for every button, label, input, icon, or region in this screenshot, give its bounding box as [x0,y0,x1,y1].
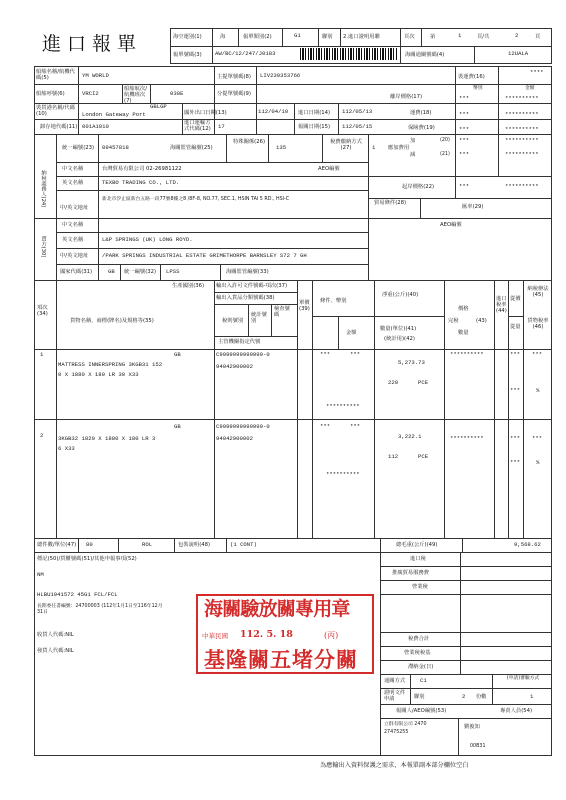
broker-label: 專責人員(54) [500,708,533,714]
net-weight-header: 淨重(公斤)(40) [382,292,419,298]
item-unit: PCE [418,379,429,386]
vessel-name: YM WORLD [82,72,109,79]
importer-id-label: 統一編號(23) [62,145,95,151]
importer-cn-name: 台灣貿易有限公司 02-26981122 [102,166,182,172]
freight-label: 運費(18) [410,110,432,116]
report-date-label: 報關日期(15) [298,124,331,130]
ins-cur: *** [459,126,470,133]
broker-person: 劉俊知 [464,724,480,730]
qty-header: 數量(單位)(41) [380,326,417,332]
item-qty: 220 [388,379,399,386]
item-amount: ********** [326,403,360,410]
item-no: 1 [40,351,44,358]
stamp-suffix: (丙) [324,631,339,640]
pay-header: 納稅辦法(45) [527,286,549,299]
broker-code: 00B31 [470,744,486,749]
add-21-cur: *** [459,151,470,158]
import-tax-label: 進口稅 [410,556,426,562]
item-rate3: *** [510,459,521,466]
item-pct: % [536,387,540,394]
add-21: (21) [440,152,450,157]
permit-header: 輸出入許可文件號碼-項次(37) [216,283,288,289]
price-amt: ********** [505,95,539,102]
supervise-header: 主管機關指定代號 [218,339,261,345]
item-rate3: *** [510,387,521,394]
biz-base-label: 營業稅稅基 [404,650,431,656]
seller-en-label: 英文名稱 [62,237,84,243]
broker-name: 立群有限公司 2470 [384,722,427,727]
copy-value: 2 [462,693,466,700]
add-21-amt: ********** [505,151,539,158]
item-price-amt: *** [350,423,361,430]
seller-aeo-label: AEO編號 [440,222,462,228]
code-label: 海關通關號碼(4) [405,52,445,58]
item-tariff: C9999999999999-0 [216,423,270,430]
qty2-header: 數量 [458,330,469,336]
export-date-label: 國外出口日期(13) [184,110,227,116]
bl-value: LIV230353766 [260,72,301,79]
notice-label: 通關方式 [384,678,406,684]
copies-label: 份數 [476,694,487,700]
cif-amt: ********** [505,183,539,190]
port-code: GBLGP [150,103,167,110]
pkg-label: 總件數/單位(47) [37,542,77,548]
freight-amt: ********** [505,111,539,118]
page-sep: 頁/共 [477,34,490,40]
category-label: 特殊關係(26) [232,139,266,145]
add-label-main: 應加費用 [388,145,410,151]
tariff-header: 稅則號別 [222,318,244,324]
stamp-bottom: 基隆關五堵分關 [204,647,358,672]
seller-cn-label: 中文名稱 [62,222,84,228]
mode-value: 17 [218,123,225,130]
price-label: 離岸價格(17) [390,94,423,100]
importer-en-label: 英文名稱 [62,180,84,186]
pkg-unit: ROL [142,541,153,548]
stamp-date: 112. 5. 18 [240,629,293,640]
item-rate2: *** [532,435,543,442]
item-price-cur: *** [320,423,331,430]
customs-value: 海 [220,34,226,40]
export-date: 112/04/10 [258,108,289,115]
customs-stamp [196,594,374,674]
item-unit: PCE [418,453,429,460]
page-no: 1 [458,32,462,39]
decl-no: AW/BC/12/247/J0183 [215,50,276,57]
seller-en-name: L&P SPRINGS (UK) LONG ROYD. [102,236,193,243]
importer-customs-label: 海關監管編號(25) [170,145,213,151]
vessel-name-label: 船舶名稱/航機代碼(5) [36,69,75,82]
stowage-label: 裝運費(16) [458,74,485,80]
import-duty-header: 進口稅率(44) [496,296,507,315]
trade-fee-label: 推廣貿易服務費 [392,570,430,576]
ins-label: 保險費(19) [408,125,435,131]
page-unit: 頁 [535,34,541,40]
seller-id: LPSS [166,268,180,275]
mode-label: 進口運輸方式代碼(12) [184,120,211,133]
goods-header: 貨物名稱、商標(牌名)及規格等(35) [70,318,154,324]
tax-rate-header2: 從量 [510,324,521,330]
importer-addr: 新北市汐止區新台五路一段77號8樓之8 /8F-8, NO.77, SEC.1, HSIN TAI 5 RD., HSI-C [102,197,290,202]
item-stat: 94042900002 [216,363,253,370]
seller-addr-label: 中/英文地址 [60,253,89,259]
app-label: (申請)審驗方式 [506,676,540,681]
stat-qty-header: (統計用)(42) [384,336,415,342]
ins-amt: ********** [505,126,539,133]
decl-no-label: 報單號碼(3) [173,52,202,58]
aeo-label: 報關人/AEO編號(53) [396,708,447,714]
price-cur: *** [459,95,470,102]
terms-header: 條件、幣別 [320,298,347,304]
mark-2: HLBU1941572 45G1 FCL/FCL [37,591,118,598]
seller-country-label: 國家代碼(31) [60,269,93,275]
item-qty: 112 [388,453,399,460]
importer-en-name: TEXBO TRADING CO., LTD. [102,179,180,186]
agent-2: 發貨人代碼:NIL [37,648,74,654]
broker-no: 27475255 [384,730,409,735]
stat-header: 統計號別 [251,312,267,325]
joint-label: 聯別 [322,34,333,40]
mark-label: 標記(50)/貨櫃號碼(51)/其他申報事項(52) [37,556,137,562]
trade-label: 貿易條件(28) [374,200,407,206]
item-no: 2 [40,432,44,439]
seller-addr: /PARK SPRINGS INDUSTRIAL ESTATE GRIMETHORPE BARNSLEY S72 7 GH [102,252,307,259]
seller-customs-label: 海關監管編號(33) [226,269,269,275]
page-title: 進口報單 [42,33,143,55]
import-date-label: 進口日期(14) [298,110,331,116]
import-date: 112/05/13 [342,108,373,115]
joint-value: 2.進口證明用聯 [343,34,380,40]
classify-header: 輸出入貨品分類號碼(38) [216,295,275,301]
agent-1: 收貨人代碼:NIL [37,632,74,638]
customs-label: 海空運別(1) [173,34,202,40]
num-header: (43) [476,318,487,324]
amount-col-header: 金額 [346,330,357,336]
add-20-amt: ********** [505,137,539,144]
gross-value: 9,568.62 [514,541,541,548]
stamp-top: 海關驗放關專用章 [204,598,350,620]
importer-addr-label: 中/英文地址 [60,205,89,211]
late-label: 滯納金(日) [408,664,434,670]
item-net: 3,222.1 [398,433,422,440]
item-desc: 3KGB32 1820 X 1880 X 180 LR 3 [58,435,156,442]
stamp-date-prefix: 中華民國 [202,632,228,640]
decl-type-value: G1 [294,32,301,39]
copy-label: 聯別 [414,694,425,700]
doc-label: 證明文件申請 [384,690,406,703]
freight-cur: *** [459,111,470,118]
item-price-amt: *** [350,351,361,358]
ex-label: 匯率(29) [462,204,484,210]
code-value: 12UALA [508,50,529,57]
item-tariff: C9999999999999-0 [216,351,270,358]
sub-bl-label: 分提單號碼(9) [217,91,251,97]
decl-type-label: 報單類別(2) [243,34,272,40]
item-header: 項次(34) [37,305,48,318]
port-label: 裝貨港名稱/代碼(10) [36,105,75,118]
origin-header: 生產國別(36) [172,283,205,289]
page-total: 2 [515,32,519,39]
add-20: (20) [440,138,450,143]
gross-label: 總毛重(公斤)(49) [396,542,438,548]
barcode [300,48,398,60]
item-rate2: *** [532,351,543,358]
amount-header: 金額 [525,86,535,91]
report-date: 112/05/15 [342,123,373,130]
biz-tax-label: 營業稅 [412,584,428,590]
call-value: VRCI2 [82,90,99,97]
importer-cn-label: 中文名稱 [62,166,84,172]
box-label: 包裝說明(48) [178,542,211,548]
importer-id: 09457818 [102,144,129,151]
mark-1: NM [37,571,44,578]
item-net: 5,273.73 [398,359,425,366]
tax-value: 1 [372,144,376,151]
notice-value: C1 [420,677,427,684]
cif-label: 起岸價格(22) [402,184,435,190]
pkg-num: 80 [86,541,93,548]
item-desc: MATTRESS INNERSPRING 3KGB31 152 [58,361,163,368]
item-amount: ********** [326,471,360,478]
voyage-value: 038E [170,90,184,97]
importer-section-label: 納稅義務人(24) [40,170,47,208]
cif-cur: *** [459,183,470,190]
unit-price-header: 單價(39) [299,300,310,313]
add-label-minus: 減 [410,152,416,158]
item-rate1: *** [510,351,521,358]
unload-value: 001A1010 [82,123,109,130]
seller-country: GB [108,268,115,275]
copies-value: 1 [530,693,534,700]
seller-id-label: 統一編號(32) [124,269,157,275]
mark-3: 長期委任書編號：24700003 (112年1月1日至116年12月31日 [37,604,163,615]
item-duty: ********** [450,351,484,358]
item-origin: GB [174,423,181,430]
currency-header: 幣別 [473,86,483,91]
duty-value-header: 完稅 [448,318,459,324]
value-header: 價格 [458,306,469,312]
item-rate1: *** [510,435,521,442]
stowage-value: **** [530,69,544,76]
item-desc-2: 6 X33 [58,445,75,452]
call-label: 船舶呼號(6) [36,91,65,97]
page-first: 第 [430,34,436,40]
add-20-cur: *** [459,137,470,144]
page-label: 頁次 [404,34,415,40]
item-origin: GB [174,351,181,358]
goods-tax-header: 貨物稅率(46) [527,318,549,331]
bottom-notice: 為應輸出入資料保護之需求，本報單副本部分欄位空白 [320,762,469,769]
total-label: 稅費合計 [408,636,430,642]
add-label-plus: 加 [410,138,416,144]
item-duty: ********** [450,435,484,442]
tax-rate-header: 從價 [510,296,521,302]
item-desc-2: 0 X 1880 X 180 LR 30 X33 [58,371,139,378]
unload-label: 卸存地代碼(11) [40,124,78,130]
tax-label: 稅費繳納方式(27) [330,139,362,152]
seller-section-label: 賣方(30) [40,236,47,258]
importer-aeo-label: AEO編號 [318,166,340,172]
category-value: 135 [276,144,287,151]
box-value: (1 CONT) [230,541,257,548]
voyage-label: 船舶航次/航機班次(7) [124,86,147,105]
port-value: London Gateway Port [82,111,146,118]
check-header: 檢查號碼 [274,306,290,319]
item-stat: 94042900002 [216,435,253,442]
item-pct: % [536,459,540,466]
item-price-cur: *** [320,351,331,358]
bl-label: 主提單號碼(8) [217,74,251,80]
